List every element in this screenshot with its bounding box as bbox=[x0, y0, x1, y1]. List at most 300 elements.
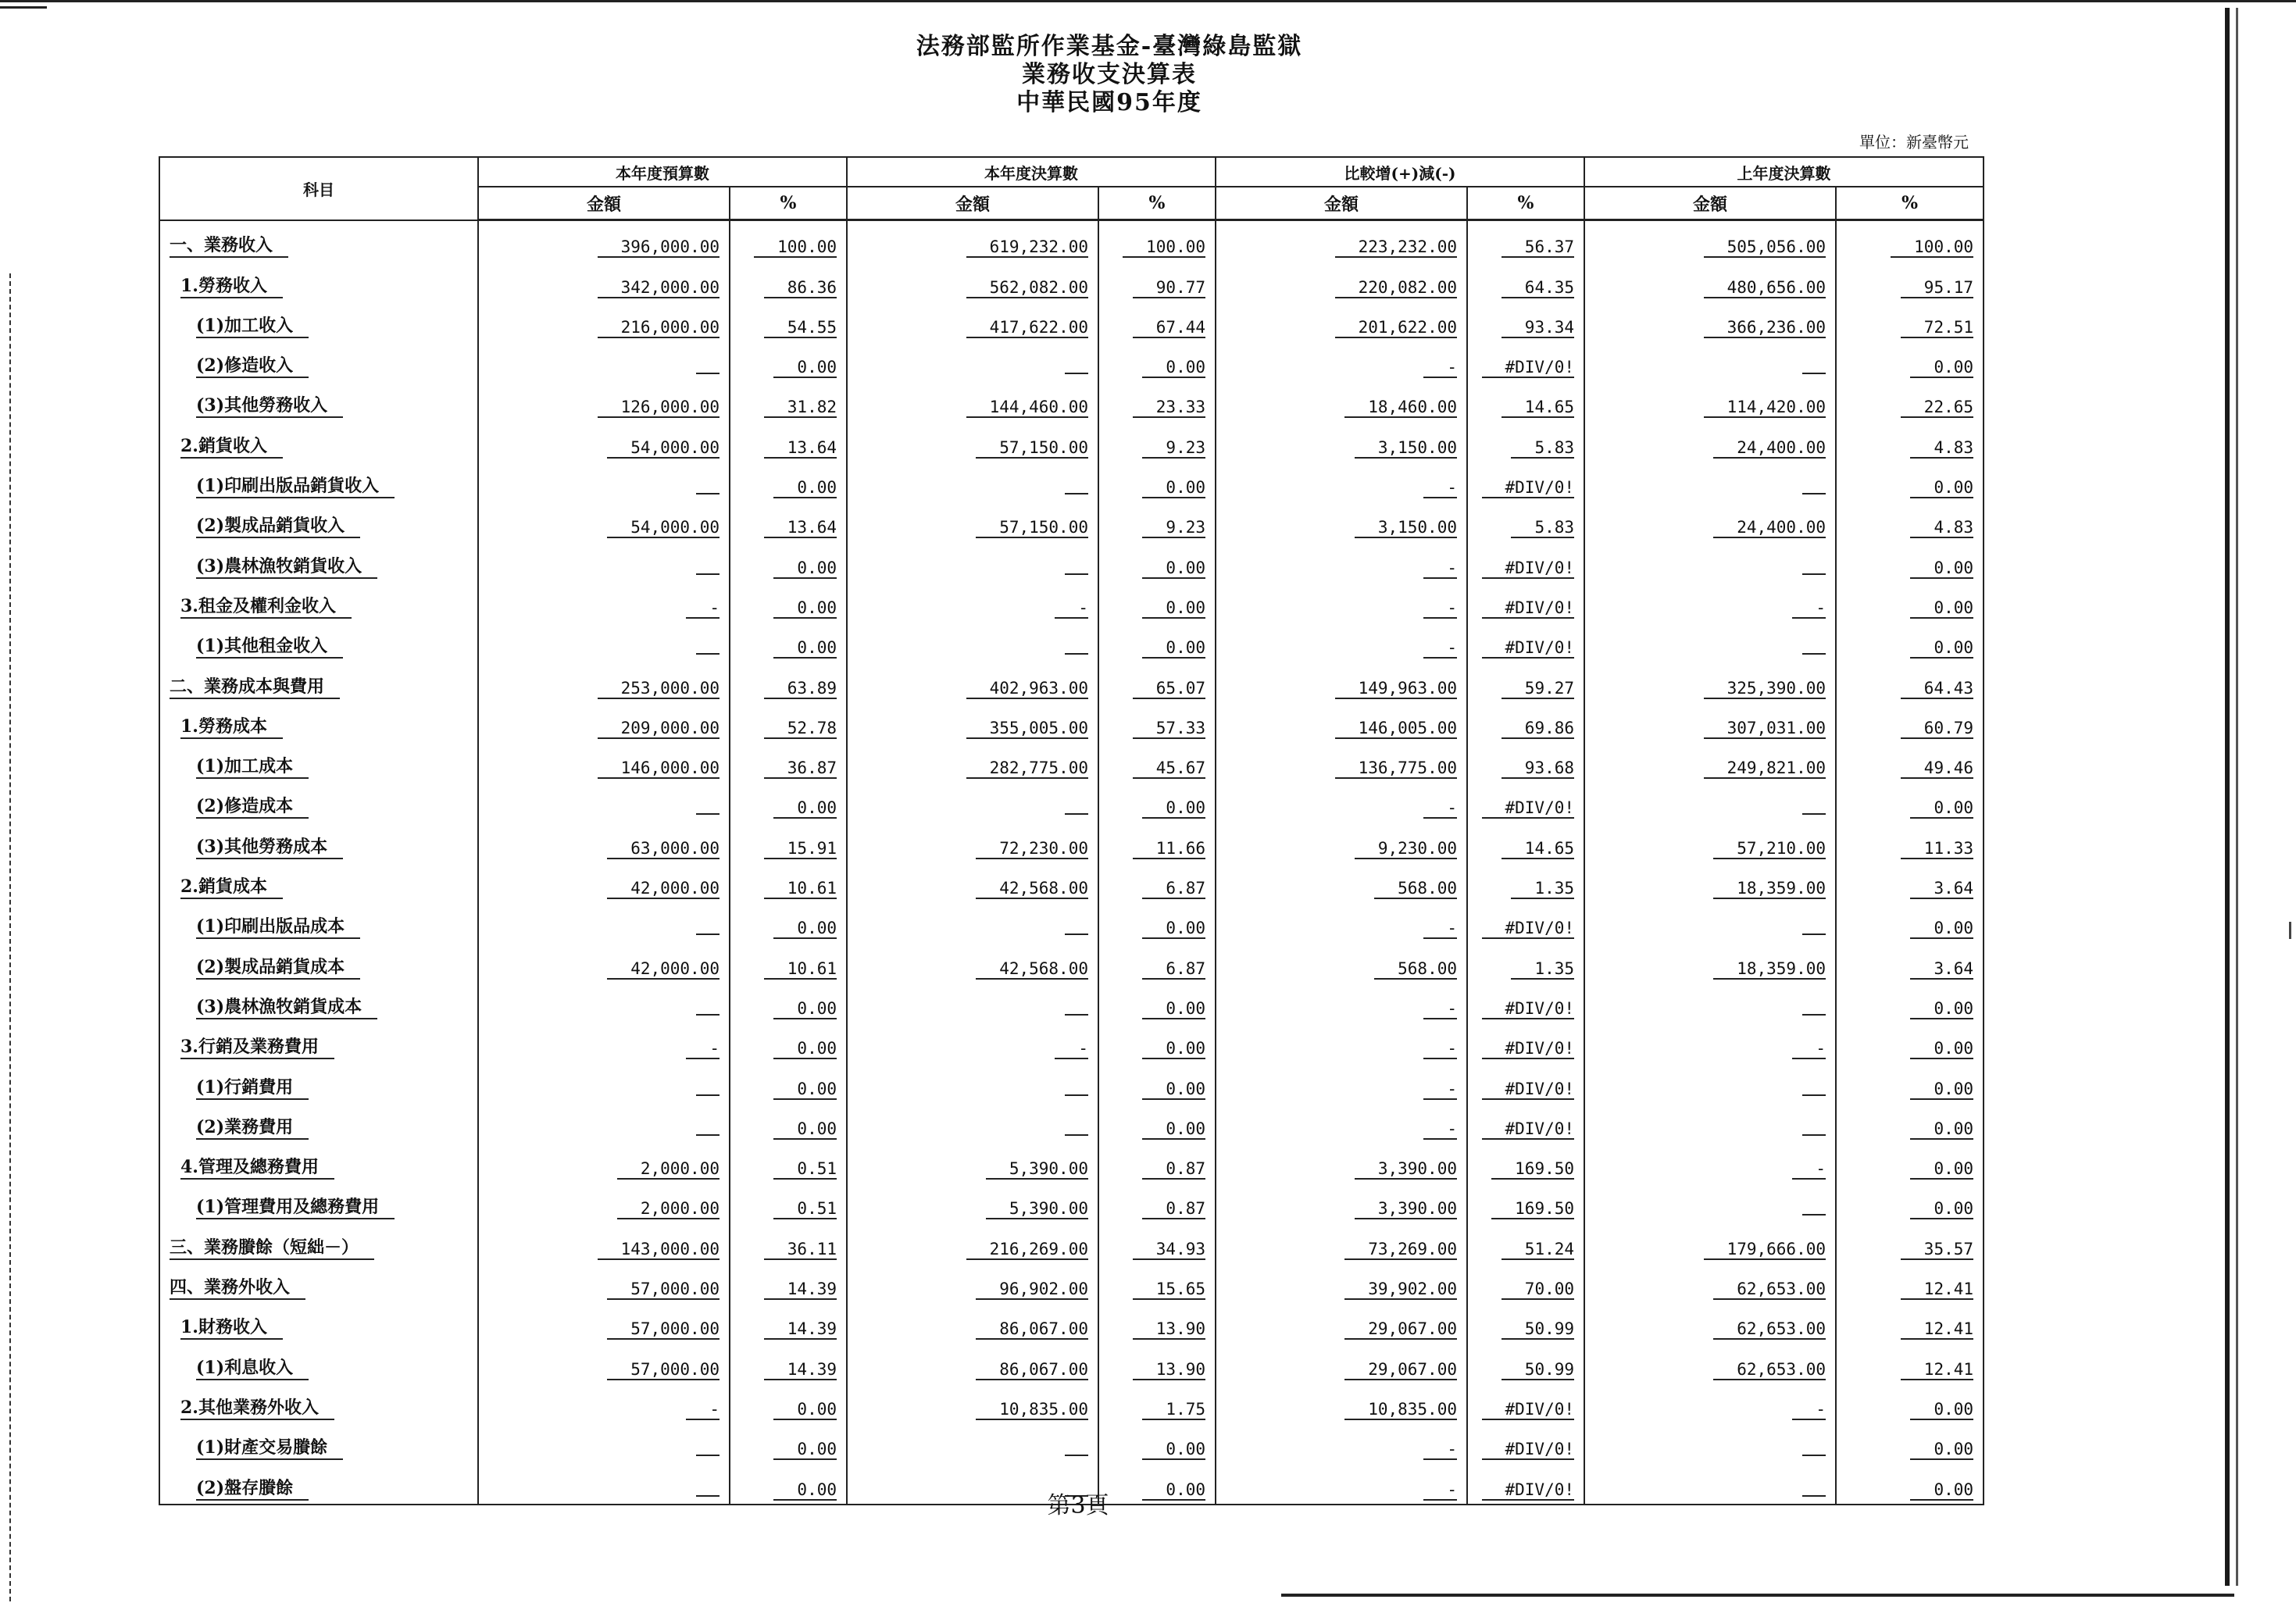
cell-value: 9.23 bbox=[1142, 518, 1205, 538]
title-line-3: 中華民國95年度 bbox=[1016, 89, 1202, 116]
cell-actual-percent bbox=[1098, 582, 1216, 622]
cell-budget-percent bbox=[730, 261, 847, 301]
cell-actual-amount bbox=[847, 1223, 1098, 1262]
table-row bbox=[159, 582, 1984, 622]
cell-value: 114,420.00 bbox=[1704, 398, 1826, 418]
cell-actual-amount bbox=[847, 381, 1098, 421]
row-subject-label: (1)加工收入 bbox=[196, 312, 309, 338]
cell-diff-percent bbox=[1467, 261, 1584, 301]
table-row bbox=[159, 742, 1984, 782]
cell-prior-percent bbox=[1836, 902, 1984, 942]
cell-value: #DIV/0! bbox=[1482, 1440, 1575, 1460]
cell-value: 146,000.00 bbox=[598, 759, 720, 779]
cell-value: 568.00 bbox=[1374, 959, 1457, 980]
cell-value: 10,835.00 bbox=[1344, 1400, 1457, 1420]
cell-value: 100.00 bbox=[1123, 237, 1205, 258]
cell-value: 0.87 bbox=[1142, 1159, 1205, 1180]
cell-value: 18,359.00 bbox=[1713, 879, 1826, 899]
cell-value: 1.35 bbox=[1511, 959, 1574, 980]
header-budget: 本年度預算數 bbox=[478, 157, 847, 187]
cell-value: 568.00 bbox=[1374, 879, 1457, 899]
cell-actual-amount bbox=[847, 622, 1098, 662]
cell-value: 169.50 bbox=[1491, 1199, 1574, 1219]
cell-budget-amount bbox=[478, 822, 730, 862]
cell-value bbox=[1065, 1134, 1088, 1136]
cell-actual-percent bbox=[1098, 862, 1216, 902]
cell-diff-percent bbox=[1467, 862, 1584, 902]
cell-prior-percent bbox=[1836, 341, 1984, 381]
cell-value: 5.83 bbox=[1511, 518, 1574, 538]
cell-value: 417,622.00 bbox=[966, 318, 1088, 338]
cell-actual-percent bbox=[1098, 1183, 1216, 1223]
cell-value: 2,000.00 bbox=[617, 1199, 720, 1219]
cell-diff-amount bbox=[1216, 1383, 1467, 1423]
cell-value bbox=[1802, 493, 1826, 494]
row-subject bbox=[159, 1223, 478, 1262]
cell-prior-percent bbox=[1836, 662, 1984, 701]
cell-diff-percent bbox=[1467, 421, 1584, 461]
cell-diff-amount bbox=[1216, 782, 1467, 822]
cell-value: 1.75 bbox=[1142, 1400, 1205, 1420]
cell-budget-percent bbox=[730, 582, 847, 622]
cell-actual-percent bbox=[1098, 1062, 1216, 1102]
cell-value: 0.00 bbox=[1142, 919, 1205, 939]
cell-diff-percent bbox=[1467, 1303, 1584, 1343]
row-subject bbox=[159, 1062, 478, 1102]
cell-prior-amount bbox=[1584, 742, 1836, 782]
cell-value: 126,000.00 bbox=[598, 398, 720, 418]
cell-value: 249,821.00 bbox=[1704, 759, 1826, 779]
cell-value: - bbox=[1423, 478, 1457, 498]
cell-value: 0.00 bbox=[773, 919, 837, 939]
cell-value: 209,000.00 bbox=[598, 719, 720, 739]
cell-value bbox=[696, 1014, 720, 1016]
cell-value: - bbox=[686, 1400, 720, 1420]
row-subject bbox=[159, 341, 478, 381]
cell-value: - bbox=[1423, 358, 1457, 378]
row-subject-label: 4.管理及總務費用 bbox=[180, 1154, 334, 1180]
cell-value: 169.50 bbox=[1491, 1159, 1574, 1180]
cell-diff-percent bbox=[1467, 502, 1584, 541]
scan-tick-mark bbox=[2289, 922, 2291, 939]
cell-prior-amount bbox=[1584, 942, 1836, 982]
cell-value: 0.00 bbox=[1142, 638, 1205, 659]
cell-value: #DIV/0! bbox=[1482, 1480, 1575, 1501]
cell-value: 86.36 bbox=[764, 278, 837, 298]
cell-value bbox=[696, 934, 720, 935]
cell-diff-amount bbox=[1216, 220, 1467, 262]
cell-value: 0.00 bbox=[1910, 1400, 1973, 1420]
cell-value bbox=[1802, 813, 1826, 815]
cell-prior-percent bbox=[1836, 1343, 1984, 1383]
table-row bbox=[159, 1263, 1984, 1303]
cell-actual-amount bbox=[847, 983, 1098, 1023]
cell-prior-amount bbox=[1584, 1343, 1836, 1383]
cell-prior-amount bbox=[1584, 1023, 1836, 1062]
cell-actual-amount bbox=[847, 220, 1098, 262]
cell-value: #DIV/0! bbox=[1482, 798, 1575, 819]
row-subject-label: (3)其他勞務收入 bbox=[196, 392, 343, 418]
row-subject bbox=[159, 220, 478, 262]
cell-value: - bbox=[1423, 999, 1457, 1019]
header-subject: 科目 bbox=[159, 157, 478, 220]
cell-actual-percent bbox=[1098, 662, 1216, 701]
cell-value: 3.64 bbox=[1910, 959, 1973, 980]
cell-diff-amount bbox=[1216, 662, 1467, 701]
cell-prior-amount bbox=[1584, 261, 1836, 301]
cell-diff-amount bbox=[1216, 1263, 1467, 1303]
table-row bbox=[159, 541, 1984, 581]
table-row bbox=[159, 1303, 1984, 1343]
cell-budget-percent bbox=[730, 902, 847, 942]
table-row bbox=[159, 782, 1984, 822]
cell-value: 54,000.00 bbox=[607, 518, 720, 538]
currency-unit: 單位：新臺幣元 bbox=[1859, 133, 1969, 152]
cell-prior-percent bbox=[1836, 622, 1984, 662]
row-subject bbox=[159, 622, 478, 662]
cell-diff-percent bbox=[1467, 942, 1584, 982]
cell-value: 86,067.00 bbox=[976, 1319, 1088, 1340]
table-row bbox=[159, 662, 1984, 701]
cell-diff-percent bbox=[1467, 1223, 1584, 1262]
row-subject bbox=[159, 1463, 478, 1504]
cell-value: 3,390.00 bbox=[1355, 1199, 1457, 1219]
cell-actual-amount bbox=[847, 582, 1098, 622]
cell-value: 0.00 bbox=[1910, 999, 1973, 1019]
cell-prior-amount bbox=[1584, 782, 1836, 822]
cell-value bbox=[1802, 1134, 1826, 1136]
cell-value: 0.00 bbox=[773, 478, 837, 498]
cell-value: 9,230.00 bbox=[1355, 839, 1457, 859]
table-row bbox=[159, 1223, 1984, 1262]
cell-diff-percent bbox=[1467, 822, 1584, 862]
row-subject bbox=[159, 381, 478, 421]
row-subject bbox=[159, 1023, 478, 1062]
cell-actual-amount bbox=[847, 1183, 1098, 1223]
table-row bbox=[159, 942, 1984, 982]
cell-budget-amount bbox=[478, 1062, 730, 1102]
cell-prior-amount bbox=[1584, 1183, 1836, 1223]
cell-value: 57,000.00 bbox=[607, 1280, 720, 1300]
cell-value: 0.00 bbox=[1142, 1080, 1205, 1100]
cell-budget-percent bbox=[730, 702, 847, 742]
cell-value: 31.82 bbox=[764, 398, 837, 418]
cell-value: 3,150.00 bbox=[1355, 438, 1457, 459]
cell-value: 34.93 bbox=[1133, 1240, 1205, 1260]
cell-value: 60.79 bbox=[1901, 719, 1973, 739]
cell-budget-percent bbox=[730, 502, 847, 541]
cell-diff-amount bbox=[1216, 1343, 1467, 1383]
cell-actual-amount bbox=[847, 1423, 1098, 1463]
row-subject-label: 1.財務收入 bbox=[180, 1314, 283, 1340]
cell-value: 15.65 bbox=[1133, 1280, 1205, 1300]
cell-actual-amount bbox=[847, 862, 1098, 902]
cell-value: 14.65 bbox=[1502, 839, 1574, 859]
cell-value: 136,775.00 bbox=[1335, 759, 1457, 779]
cell-diff-amount bbox=[1216, 1223, 1467, 1262]
cell-value: 2,000.00 bbox=[617, 1159, 720, 1180]
cell-prior-percent bbox=[1836, 1463, 1984, 1504]
cell-diff-amount bbox=[1216, 261, 1467, 301]
cell-value: 54,000.00 bbox=[607, 438, 720, 459]
row-subject-label: (1)財產交易賸餘 bbox=[196, 1434, 343, 1460]
cell-value: #DIV/0! bbox=[1482, 638, 1575, 659]
cell-budget-amount bbox=[478, 261, 730, 301]
cell-prior-percent bbox=[1836, 1303, 1984, 1343]
cell-value: 0.00 bbox=[1142, 559, 1205, 579]
row-subject bbox=[159, 702, 478, 742]
cell-prior-amount bbox=[1584, 902, 1836, 942]
cell-value: 220,082.00 bbox=[1335, 278, 1457, 298]
cell-prior-amount bbox=[1584, 1062, 1836, 1102]
cell-value: 0.00 bbox=[773, 1480, 837, 1501]
cell-budget-amount bbox=[478, 622, 730, 662]
cell-value: #DIV/0! bbox=[1482, 1400, 1575, 1420]
row-subject-label: (1)利息收入 bbox=[196, 1355, 309, 1380]
cell-actual-amount bbox=[847, 541, 1098, 581]
cell-value: 0.51 bbox=[773, 1199, 837, 1219]
cell-value: 5.83 bbox=[1511, 438, 1574, 459]
table-row bbox=[159, 261, 1984, 301]
cell-value: 144,460.00 bbox=[966, 398, 1088, 418]
cell-value: 342,000.00 bbox=[598, 278, 720, 298]
cell-value bbox=[1802, 573, 1826, 575]
cell-actual-amount bbox=[847, 421, 1098, 461]
cell-value bbox=[1802, 373, 1826, 374]
cell-value: 57,150.00 bbox=[976, 518, 1088, 538]
row-subject-label: (2)製成品銷貨成本 bbox=[196, 954, 360, 980]
cell-value: 4.83 bbox=[1910, 518, 1973, 538]
cell-prior-amount bbox=[1584, 421, 1836, 461]
cell-value: 10.61 bbox=[764, 959, 837, 980]
cell-actual-percent bbox=[1098, 1383, 1216, 1423]
row-subject-label: 四、業務外收入 bbox=[170, 1274, 305, 1300]
cell-diff-amount bbox=[1216, 582, 1467, 622]
cell-value: 14.65 bbox=[1502, 398, 1574, 418]
cell-value: 179,666.00 bbox=[1704, 1240, 1826, 1260]
cell-value: 0.00 bbox=[773, 358, 837, 378]
cell-value: 14.39 bbox=[764, 1360, 837, 1380]
cell-value: 22.65 bbox=[1901, 398, 1973, 418]
table-row bbox=[159, 983, 1984, 1023]
cell-budget-amount bbox=[478, 1103, 730, 1143]
cell-value: 1.35 bbox=[1511, 879, 1574, 899]
cell-budget-amount bbox=[478, 942, 730, 982]
cell-actual-amount bbox=[847, 902, 1098, 942]
row-subject bbox=[159, 502, 478, 541]
header-percent: % bbox=[1836, 187, 1984, 220]
cell-actual-percent bbox=[1098, 782, 1216, 822]
cell-value: 0.87 bbox=[1142, 1199, 1205, 1219]
cell-prior-amount bbox=[1584, 983, 1836, 1023]
cell-value: 0.00 bbox=[773, 1400, 837, 1420]
cell-value: 0.00 bbox=[1142, 1480, 1205, 1501]
page-number: 第3頁 bbox=[1047, 1492, 1109, 1519]
cell-budget-percent bbox=[730, 541, 847, 581]
cell-prior-percent bbox=[1836, 782, 1984, 822]
cell-value: 12.41 bbox=[1901, 1319, 1973, 1340]
cell-prior-amount bbox=[1584, 1223, 1836, 1262]
cell-value: #DIV/0! bbox=[1482, 1039, 1575, 1059]
cell-value: 65.07 bbox=[1133, 679, 1205, 699]
cell-budget-percent bbox=[730, 1103, 847, 1143]
cell-value bbox=[1065, 813, 1088, 815]
cell-budget-percent bbox=[730, 1062, 847, 1102]
cell-prior-amount bbox=[1584, 1303, 1836, 1343]
cell-value: 42,000.00 bbox=[607, 959, 720, 980]
table-row bbox=[159, 1023, 1984, 1062]
cell-budget-amount bbox=[478, 1423, 730, 1463]
cell-prior-amount bbox=[1584, 702, 1836, 742]
cell-diff-amount bbox=[1216, 902, 1467, 942]
cell-budget-amount bbox=[478, 582, 730, 622]
cell-budget-amount bbox=[478, 1463, 730, 1504]
cell-prior-percent bbox=[1836, 1183, 1984, 1223]
cell-value bbox=[1065, 1094, 1088, 1096]
table-row bbox=[159, 1143, 1984, 1183]
cell-diff-percent bbox=[1467, 1103, 1584, 1143]
cell-value: 64.43 bbox=[1901, 679, 1973, 699]
cell-actual-percent bbox=[1098, 942, 1216, 982]
row-subject-label: 3.租金及權利金收入 bbox=[180, 593, 352, 619]
cell-actual-amount bbox=[847, 1343, 1098, 1383]
row-subject-label: 1.勞務成本 bbox=[180, 713, 283, 739]
header-amount: 金額 bbox=[1584, 187, 1836, 220]
cell-value: #DIV/0! bbox=[1482, 358, 1575, 378]
cell-value: - bbox=[1792, 1400, 1826, 1420]
cell-budget-percent bbox=[730, 381, 847, 421]
cell-value: 143,000.00 bbox=[598, 1240, 720, 1260]
cell-value: 355,005.00 bbox=[966, 719, 1088, 739]
cell-value: 69.86 bbox=[1502, 719, 1574, 739]
cell-value: 307,031.00 bbox=[1704, 719, 1826, 739]
header-percent: % bbox=[1467, 187, 1584, 220]
table-row bbox=[159, 622, 1984, 662]
header-amount: 金額 bbox=[847, 187, 1098, 220]
cell-value: - bbox=[1423, 638, 1457, 659]
cell-diff-percent bbox=[1467, 742, 1584, 782]
cell-actual-amount bbox=[847, 502, 1098, 541]
cell-budget-percent bbox=[730, 742, 847, 782]
cell-value: 282,775.00 bbox=[966, 759, 1088, 779]
table-row bbox=[159, 1062, 1984, 1102]
cell-actual-percent bbox=[1098, 462, 1216, 502]
cell-prior-percent bbox=[1836, 1023, 1984, 1062]
cell-actual-percent bbox=[1098, 702, 1216, 742]
table-row bbox=[159, 462, 1984, 502]
cell-value: 59.27 bbox=[1502, 679, 1574, 699]
row-subject bbox=[159, 862, 478, 902]
row-subject-label: 一、業務收入 bbox=[170, 232, 288, 258]
cell-actual-percent bbox=[1098, 1423, 1216, 1463]
cell-value: 57.33 bbox=[1133, 719, 1205, 739]
cell-value: 3.64 bbox=[1910, 879, 1973, 899]
header-percent: % bbox=[1098, 187, 1216, 220]
cell-budget-percent bbox=[730, 782, 847, 822]
cell-value: 0.00 bbox=[1910, 1440, 1973, 1460]
cell-value: 0.51 bbox=[773, 1159, 837, 1180]
scan-border-bottom bbox=[1281, 1594, 2234, 1597]
cell-value: 36.87 bbox=[764, 759, 837, 779]
cell-value bbox=[696, 1134, 720, 1136]
cell-diff-amount bbox=[1216, 622, 1467, 662]
cell-value: 0.00 bbox=[1910, 1039, 1973, 1059]
cell-budget-amount bbox=[478, 1303, 730, 1343]
cell-value: #DIV/0! bbox=[1482, 1080, 1575, 1100]
cell-value: 3,150.00 bbox=[1355, 518, 1457, 538]
cell-value: 96,902.00 bbox=[976, 1280, 1088, 1300]
cell-budget-amount bbox=[478, 462, 730, 502]
cell-value: 0.00 bbox=[1910, 1199, 1973, 1219]
cell-diff-amount bbox=[1216, 942, 1467, 982]
cell-value: 0.00 bbox=[773, 999, 837, 1019]
cell-actual-percent bbox=[1098, 1343, 1216, 1383]
cell-diff-percent bbox=[1467, 462, 1584, 502]
row-subject-label: 2.銷貨成本 bbox=[180, 873, 283, 899]
table-row bbox=[159, 902, 1984, 942]
cell-value: - bbox=[1423, 1080, 1457, 1100]
cell-actual-percent bbox=[1098, 1223, 1216, 1262]
cell-diff-percent bbox=[1467, 1062, 1584, 1102]
row-subject-label: 三、業務賸餘（短絀－） bbox=[170, 1234, 374, 1260]
cell-value: 619,232.00 bbox=[966, 237, 1088, 258]
cell-diff-percent bbox=[1467, 983, 1584, 1023]
cell-value: 0.00 bbox=[1910, 1480, 1973, 1501]
row-subject-label: 1.勞務收入 bbox=[180, 273, 283, 298]
row-subject bbox=[159, 1303, 478, 1343]
table-row bbox=[159, 421, 1984, 461]
cell-budget-percent bbox=[730, 1223, 847, 1262]
cell-value: 50.99 bbox=[1502, 1319, 1574, 1340]
row-subject-label: (1)印刷出版品銷貨收入 bbox=[196, 473, 395, 498]
cell-value: 0.00 bbox=[1910, 1159, 1973, 1180]
cell-value: 86,067.00 bbox=[976, 1360, 1088, 1380]
table-row bbox=[159, 502, 1984, 541]
cell-value: 0.00 bbox=[1910, 1119, 1973, 1140]
cell-prior-percent bbox=[1836, 822, 1984, 862]
row-subject bbox=[159, 1183, 478, 1223]
cell-actual-amount bbox=[847, 662, 1098, 701]
cell-diff-percent bbox=[1467, 1423, 1584, 1463]
cell-value: 146,005.00 bbox=[1335, 719, 1457, 739]
cell-actual-percent bbox=[1098, 622, 1216, 662]
cell-value: 29,067.00 bbox=[1344, 1360, 1457, 1380]
row-subject-label: 2.其他業務外收入 bbox=[180, 1394, 334, 1420]
cell-prior-percent bbox=[1836, 462, 1984, 502]
cell-actual-percent bbox=[1098, 1023, 1216, 1062]
cell-diff-amount bbox=[1216, 462, 1467, 502]
cell-actual-amount bbox=[847, 1062, 1098, 1102]
cell-diff-amount bbox=[1216, 1062, 1467, 1102]
row-subject bbox=[159, 261, 478, 301]
row-subject bbox=[159, 582, 478, 622]
cell-value: 62,653.00 bbox=[1713, 1280, 1826, 1300]
cell-value: 54.55 bbox=[764, 318, 837, 338]
cell-budget-amount bbox=[478, 502, 730, 541]
row-subject bbox=[159, 742, 478, 782]
cell-prior-percent bbox=[1836, 1223, 1984, 1262]
cell-value: 0.00 bbox=[1142, 1119, 1205, 1140]
cell-diff-amount bbox=[1216, 742, 1467, 782]
cell-value: #DIV/0! bbox=[1482, 478, 1575, 498]
cell-budget-percent bbox=[730, 822, 847, 862]
cell-value: 42,000.00 bbox=[607, 879, 720, 899]
cell-value: 93.68 bbox=[1502, 759, 1574, 779]
cell-value bbox=[1802, 1014, 1826, 1016]
table-row bbox=[159, 381, 1984, 421]
cell-budget-amount bbox=[478, 862, 730, 902]
cell-actual-amount bbox=[847, 462, 1098, 502]
